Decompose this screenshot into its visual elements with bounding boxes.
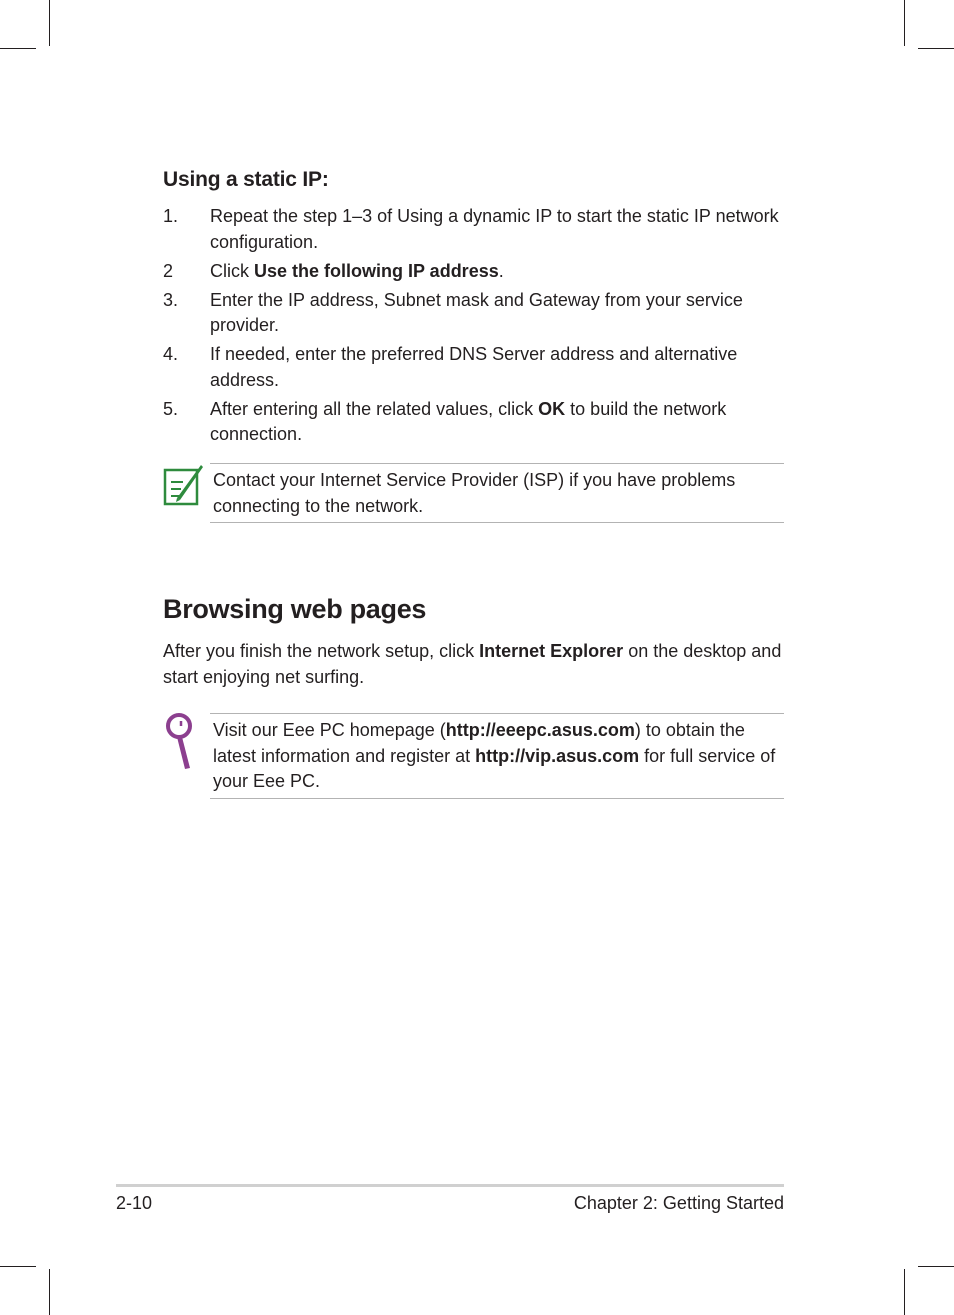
crop-mark: [0, 48, 36, 49]
static-ip-heading: Using a static IP:: [163, 168, 329, 191]
list-item: 2 Click Use the following IP address.: [163, 260, 504, 281]
crop-mark: [49, 0, 50, 46]
crop-mark: [918, 1266, 954, 1267]
static-ip-steps: [163, 204, 785, 451]
list-item: 4. If needed, enter the preferred DNS Server address and alternative address.: [163, 344, 738, 390]
vip-link[interactable]: http://vip.asus.com: [475, 745, 640, 766]
footer-rule: [116, 1184, 784, 1187]
note-icon: [163, 462, 205, 508]
browsing-heading: Browsing web pages: [163, 594, 427, 624]
list-item: 1. Repeat the step 1–3 of Using a dynamic IP to start the static IP network configuration.: [163, 206, 779, 252]
crop-mark: [918, 48, 954, 49]
homepage-tip: Visit our Eee PC homepage (http://eeepc.asus.com) to obtain the latest information and register at http://vip.asus.com for full service of your Eee PC.: [210, 713, 784, 799]
crop-mark: [49, 1269, 50, 1315]
crop-mark: [904, 1269, 905, 1315]
magnifier-tip-icon: [165, 712, 195, 772]
crop-mark: [0, 1266, 36, 1267]
crop-mark: [904, 0, 905, 46]
browsing-paragraph: After you finish the network setup, click Internet Explorer on the desktop and start enjoying net surfing.: [163, 641, 782, 687]
chapter-title: Chapter 2: Getting Started: [573, 1193, 784, 1213]
list-item: 5. After entering all the related values, click OK to build the network connection.: [163, 398, 727, 444]
list-item: 3. Enter the IP address, Subnet mask and Gateway from your service provider.: [163, 289, 743, 335]
page-number: 2-10: [116, 1193, 153, 1213]
isp-note: Contact your Internet Service Provider (ISP) if you have problems connecting to the network.: [210, 463, 784, 523]
eeepc-link[interactable]: http://eeepc.asus.com: [445, 720, 635, 740]
